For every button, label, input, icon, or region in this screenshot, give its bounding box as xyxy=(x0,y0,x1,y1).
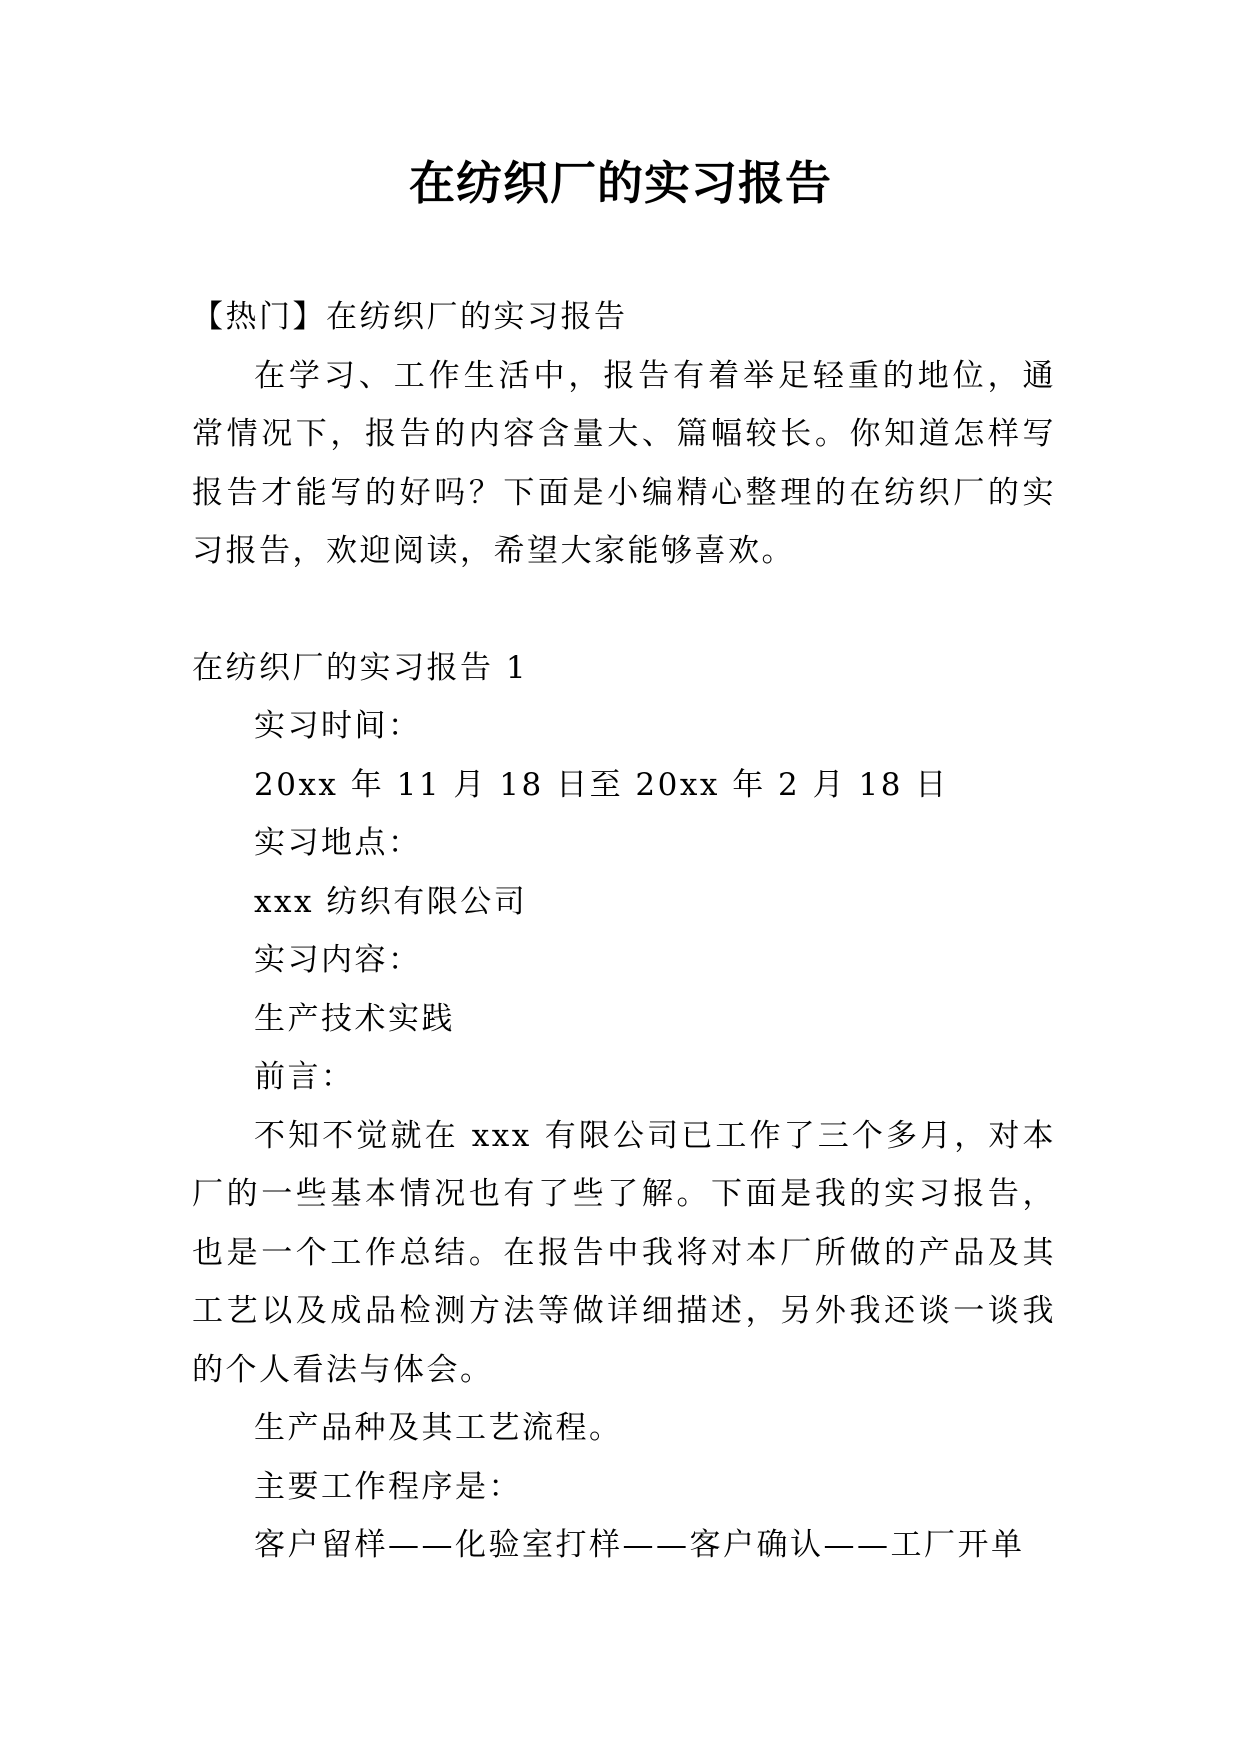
internship-place-label: 实习地点： xyxy=(254,825,422,861)
procedure-flow: 客户留样——化验室打样——客户确认——工厂开单 xyxy=(254,1527,1025,1563)
preface-paragraph: 不知不觉就在 xxx 有限公司已工作了三个多月，对本厂的一些基本情况也有了些了解。下面是我的实习报告，也是一个工作总结。在报告中我将对本厂所做的产品及其工艺以及成品检测方法等做详细描述，另外我还谈一谈我的个人看法与体会。 xyxy=(192,1117,1056,1388)
intro-paragraph: 在学习、工作生活中，报告有着举足轻重的地位，通常情况下，报告的内容含量大、篇幅较长。你知道怎样写报告才能写的好吗？下面是小编精心整理的在纺织厂的实习报告，欢迎阅读，希望大家能够喜欢。 xyxy=(192,357,1056,569)
internship-place-value: xxx 纺织有限公司 xyxy=(254,883,528,920)
internship-content-value: 生产技术实践 xyxy=(254,1000,455,1037)
internship-time-value: 20xx 年 11 月 18 日至 20xx 年 2 月 18 日 xyxy=(254,766,949,803)
section-heading: 在纺织厂的实习报告 1 xyxy=(192,649,529,686)
document-title: 在纺织厂的实习报告 xyxy=(409,156,832,210)
document-body xyxy=(192,288,1056,1575)
internship-content-label: 实习内容： xyxy=(254,942,422,978)
subtitle-line: 【热门】在纺织厂的实习报告 xyxy=(192,299,628,335)
preface-label: 前言： xyxy=(254,1059,355,1095)
procedure-label: 主要工作程序是： xyxy=(254,1468,522,1505)
product-line: 生产品种及其工艺流程。 xyxy=(254,1410,623,1446)
internship-time-label: 实习时间： xyxy=(254,708,422,744)
